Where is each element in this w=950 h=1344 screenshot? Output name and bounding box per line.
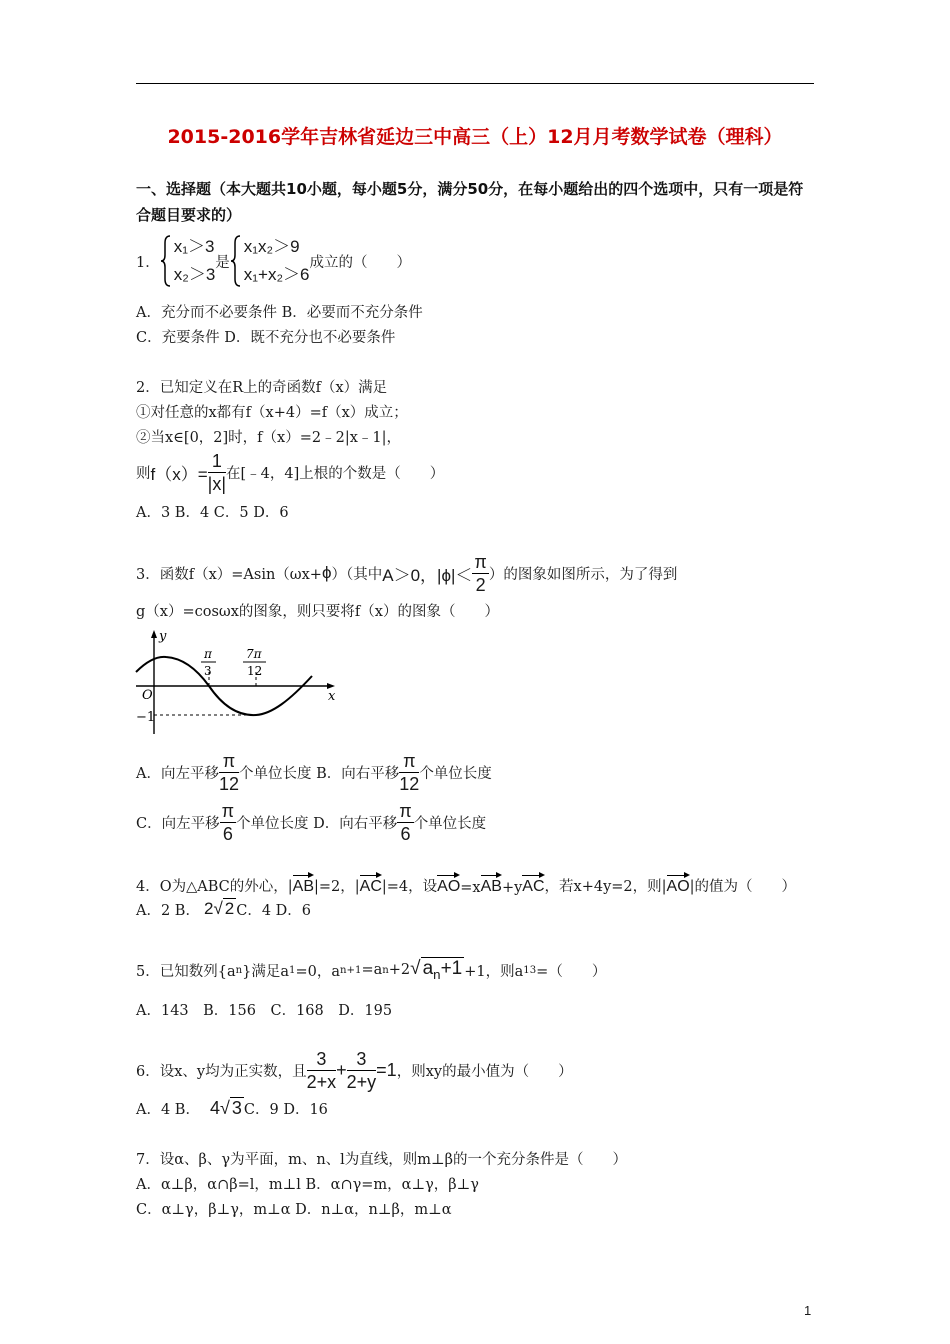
sqrt-icon: √ 2 xyxy=(213,899,235,918)
q5-rad-a: a xyxy=(422,958,434,980)
q5-sub-1: 1 xyxy=(289,964,296,976)
q3-line1-pre: 3．函数f（x）=Asin（ωx+ xyxy=(136,566,322,583)
q5-radicand xyxy=(421,957,465,982)
q5-p5: +2 xyxy=(388,962,411,978)
q1-number: 1． xyxy=(136,254,160,271)
q3-cond-den: 2 xyxy=(475,574,486,595)
x-tick1-num: π xyxy=(204,647,212,661)
q7-line1: 7．设α、β、γ为平面，m、n、l为直线，则m⊥β的一个充分条件是（ ） xyxy=(136,1152,628,1168)
header-rule xyxy=(136,83,814,84)
q7-options-ab: A．α⊥β，α∩β=l，m⊥l B．α∩γ=m，α⊥γ，β⊥γ xyxy=(136,1177,479,1193)
q6-line1 xyxy=(136,1047,573,1093)
page-number: 1 xyxy=(804,1303,812,1318)
q4-p7: |的值为（ ） xyxy=(689,879,797,895)
q6-opt-rest: C．9 D．16 xyxy=(243,1101,328,1118)
q5-sub-n: n xyxy=(382,964,389,976)
q5-p1: 5．已知数列{a xyxy=(136,963,236,980)
vector-ab: AB xyxy=(481,873,502,896)
q4-opt-rest: C．4 D．6 xyxy=(236,902,312,919)
q3-cond-fraction xyxy=(472,553,488,594)
x-tick1-den: 3 xyxy=(204,664,212,678)
q1-sys2-line1: x₁x₂＞9 xyxy=(243,237,300,256)
q3-opt-b-num: π xyxy=(399,752,419,773)
q3-phi: ϕ xyxy=(321,563,332,582)
vector-ab: AB xyxy=(293,873,314,896)
q6-fraction-2 xyxy=(347,1050,377,1091)
exam-title: 2015-2016学年吉林省延边三中高三（上）12月月考数学试卷（理科） xyxy=(167,126,783,148)
q5-rad-tail: +1 xyxy=(440,958,463,980)
q1-system-2 xyxy=(230,233,310,289)
q2-options: A．3 B．4 C．5 D．6 xyxy=(136,505,289,521)
q3-opt-c-pre: C．向左平移 xyxy=(136,815,220,832)
q4-options xyxy=(136,897,311,921)
q5-p2: }满足a xyxy=(242,963,290,980)
q3-opt-b-fraction xyxy=(399,752,419,793)
q5-line1 xyxy=(136,955,606,985)
q5-sub-n1: n+1 xyxy=(340,964,362,976)
q2-line1: 2．已知定义在R上的奇函数f（x）满足 xyxy=(136,380,388,396)
q1-options-cd: C．充要条件 D．既不充分也不必要条件 xyxy=(136,330,396,346)
q5-p7: =（ ） xyxy=(536,963,607,980)
q6-opt-b-radicand: 3 xyxy=(231,1097,242,1118)
q4-p5: +y xyxy=(501,880,523,896)
q3-opt-c-fraction xyxy=(220,802,236,843)
q3-opt-d-den: 6 xyxy=(400,823,411,844)
q5-p3: =0，a xyxy=(295,963,340,980)
q2-line4 xyxy=(136,450,444,494)
q6-p2: ，则xy的最小值为（ ） xyxy=(396,1063,573,1080)
q3-opt-b-den: 12 xyxy=(399,773,420,794)
q3-options-cd xyxy=(136,800,486,844)
question-1 xyxy=(136,233,411,289)
q3-opt-a-post: 个单位长度 B．向右平移 xyxy=(239,765,400,782)
y-tick-minus-one: −1 xyxy=(136,710,156,725)
q3-opt-d-post: 个单位长度 xyxy=(413,815,487,832)
q6-f1-num: 3 xyxy=(307,1050,337,1071)
q4-opt-b-coef: 2 xyxy=(203,899,214,918)
q4-p3: |=4，设 xyxy=(381,879,438,895)
q3-opt-a-fraction xyxy=(219,752,239,793)
q3-opt-d-num: π xyxy=(399,800,412,821)
q1-options-ab: A．充分而不必要条件 B．必要而不充分条件 xyxy=(136,305,423,321)
q2-frac-den: |x| xyxy=(207,473,227,494)
q3-opt-c-post: 个单位长度 D．向右平移 xyxy=(236,815,398,832)
y-axis-arrow-icon xyxy=(151,630,157,638)
q6-opt-b-coef: 4 xyxy=(209,1097,220,1118)
q1-sys1-line1: x₁＞3 xyxy=(173,237,215,256)
q3-opt-b-post: 个单位长度 xyxy=(419,765,492,782)
q1-mid: 是 xyxy=(215,254,230,271)
vector-ao: AO xyxy=(667,873,690,896)
x-axis-label: x xyxy=(328,689,336,704)
q6-f1-den: 2+x xyxy=(306,1071,337,1092)
q3-opt-a-pre: A．向左平移 xyxy=(136,765,219,782)
q1-sys2-line2: x₁+x₂＞6 xyxy=(243,265,310,284)
q3-options-ab xyxy=(136,750,492,794)
sqrt-icon: √ 3 xyxy=(219,1097,242,1118)
q4-p6: ，若x+4y=2，则| xyxy=(544,879,667,895)
section-heading: 一、选择题（本大题共10小题，每小题5分，满分50分，在每小题给出的四个选项中，只有一项是符合题目要求的） xyxy=(136,180,804,224)
q4-p2: |=2，| xyxy=(313,879,360,895)
q5-rad-sub: n xyxy=(433,966,441,982)
q3-opt-c-num: π xyxy=(221,800,235,821)
q3-line1-post: ）的图象如图所示，为了得到 xyxy=(488,566,678,583)
q6-equals: =1 xyxy=(376,1059,397,1080)
origin-label: O xyxy=(142,688,153,703)
q3-line1-mid: ）（其中 xyxy=(331,566,383,583)
q2-line3: ②当x∈[0，2]时，f（x）=2﹣2|x﹣1|， xyxy=(136,430,401,446)
q3-opt-d-fraction xyxy=(397,802,413,843)
q5-p4: =a xyxy=(361,962,383,978)
q2-line4-pre: 则 xyxy=(136,465,151,482)
q2-line4-post: 在[﹣4，4]上根的个数是（ ） xyxy=(226,465,445,482)
sqrt-icon: √ $a_n+1$ xyxy=(410,958,463,982)
q7-options-cd: C．α⊥γ，β⊥γ，m⊥α D．n⊥α，n⊥β，m⊥α xyxy=(136,1202,452,1218)
q3-opt-a-num: π xyxy=(219,752,239,773)
vector-ac: AC xyxy=(522,873,544,896)
x-tick2-den: 12 xyxy=(247,664,263,678)
left-brace-icon xyxy=(160,235,172,287)
q3-cond-num: π xyxy=(474,551,487,572)
q3-condition: A＞0，|ϕ|＜ xyxy=(382,565,473,585)
q3-line2: g（x）=cosωx的图象，则只要将f（x）的图象（ ） xyxy=(136,604,499,620)
q2-fx: f（x）= xyxy=(150,464,208,484)
q3-line1 xyxy=(136,550,677,596)
q2-fraction xyxy=(208,452,226,493)
q3-opt-a-den: 12 xyxy=(218,773,240,794)
x-tick2-num: 7π xyxy=(246,647,262,661)
q6-fraction-1 xyxy=(307,1050,337,1091)
q5-options: A．143 B．156 C．168 D．195 xyxy=(136,1003,393,1019)
q2-line2: ①对任意的x都有f（x+4）=f（x）成立； xyxy=(136,405,408,421)
q6-p1: 6．设x、y均为正实数，且 xyxy=(136,1063,307,1080)
y-axis-label: y xyxy=(159,629,167,644)
q4-opt-a: A．2 B． xyxy=(136,902,200,919)
vector-ac: AC xyxy=(360,873,382,896)
q1-system-1 xyxy=(160,233,216,289)
q3-opt-c-den: 6 xyxy=(222,823,233,844)
q6-plus: + xyxy=(336,1059,347,1080)
q4-p4: =x xyxy=(460,880,481,896)
q3-sine-graph xyxy=(132,628,342,738)
q1-sys1-line2: x₂＞3 xyxy=(173,265,216,284)
left-brace-icon xyxy=(230,235,242,287)
q6-opt-a: A．4 B． xyxy=(136,1101,200,1118)
q5-sub-n: n xyxy=(235,964,243,976)
q4-p1: 4．O为△ABC的外心，| xyxy=(136,879,293,895)
q6-f2-num: 3 xyxy=(347,1050,377,1071)
q5-p6: +1，则a xyxy=(464,963,524,980)
q5-sub-13: 13 xyxy=(523,964,537,976)
q6-f2-den: 2+y xyxy=(346,1071,377,1092)
q6-options xyxy=(136,1095,328,1121)
vector-ao: AO xyxy=(437,873,460,896)
q4-opt-b-radicand: 2 xyxy=(224,899,235,918)
q2-frac-num: 1 xyxy=(208,452,226,473)
q4-line1 xyxy=(136,870,796,896)
q1-tail: 成立的（ ） xyxy=(309,254,412,271)
